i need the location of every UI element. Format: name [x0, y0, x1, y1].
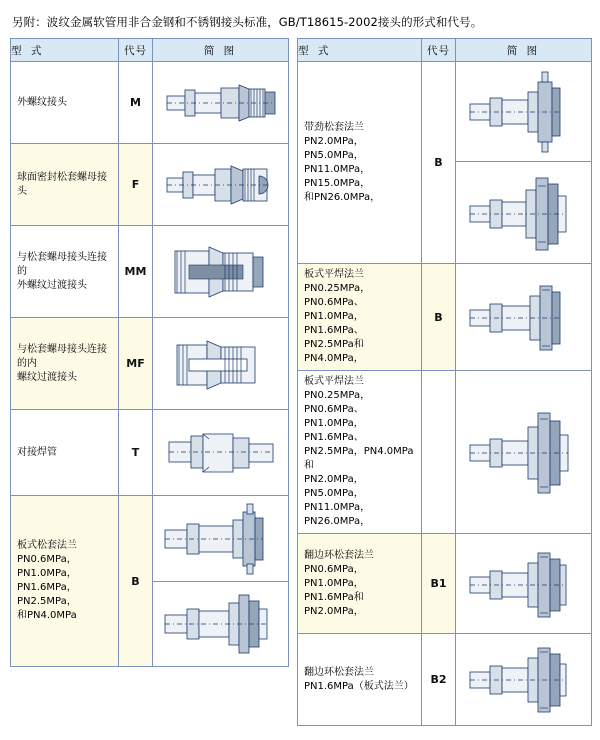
row-figure-cell: [153, 144, 289, 226]
table-row: [11, 496, 289, 667]
row-type-line-1: 螺纹过渡接头: [17, 371, 77, 383]
row-type-title: 翻边环松套法兰: [304, 666, 374, 678]
row-type-cell: [298, 634, 422, 726]
row-type-title: 板式平焊法兰: [304, 269, 364, 280]
row-figure-cell: [153, 496, 289, 667]
table-row: [298, 634, 592, 726]
row-type-cell: [11, 318, 119, 410]
row-type-cell: [11, 144, 119, 226]
plate-slip-on-flange-b-figure: [456, 397, 591, 507]
row-type-line-3: PN2.5MPa和PN4.0MPa，: [304, 339, 364, 364]
column-header-figure: 简 图: [153, 39, 289, 62]
left-table: [10, 38, 289, 667]
table-row: [298, 264, 592, 371]
row-type-cell: [11, 410, 119, 496]
plate-lap-joint-flange-figure-a: [153, 496, 288, 582]
left-table-body: [11, 62, 289, 667]
internal-thread-adapter-figure: [153, 329, 288, 399]
row-type-line-1: PN0.6MPa，PN1.0MPa，: [17, 554, 77, 579]
row-code-cell: MM: [119, 226, 153, 318]
row-code-cell: B1: [422, 534, 456, 634]
row-figure-cell: [456, 62, 592, 162]
row-type-line-2: PN1.0MPa，PN1.6MPa、: [304, 311, 364, 336]
flared-ring-lap-flange-figure: [456, 539, 591, 629]
row-figure-cell: [456, 534, 592, 634]
plate-slip-on-flange-a-figure: [456, 272, 591, 362]
row-type-title: 板式平焊法兰: [304, 376, 364, 387]
table-header-row: [298, 39, 592, 62]
row-type-line-1: PN0.6MPa，PN1.0MPa，: [304, 563, 364, 589]
male-thread-fitting-figure: [153, 72, 288, 134]
left-table-head: [11, 39, 289, 62]
row-type-line-1: PN0.25MPa，PN0.6MPa、: [304, 390, 371, 415]
spherical-seal-union-nut-fitting-figure: [153, 154, 288, 216]
row-type-cell: [298, 534, 422, 634]
row-code-cell: B: [119, 496, 153, 667]
table-row: [11, 410, 289, 496]
row-type-title: 板式松套法兰: [17, 540, 77, 551]
row-type-line-3: 和PN26.0MPa，: [304, 191, 381, 203]
row-type-line-3: 和PN4.0MPa: [17, 610, 77, 621]
external-thread-adapter-figure: [153, 237, 288, 307]
row-type-line-4: PN2.0MPa，PN5.0MPa，: [304, 474, 364, 499]
column-header-code: 代号: [119, 39, 153, 62]
row-code-cell: [422, 371, 456, 534]
table-row: [298, 62, 592, 162]
right-table-body: [298, 62, 592, 726]
table-row: [11, 144, 289, 226]
row-type-line-1: PN2.0MPa，PN5.0MPa，: [304, 135, 364, 161]
row-type-line-2: PN11.0MPa，PN15.0MPa，: [304, 163, 371, 189]
row-type-cell: [298, 62, 422, 264]
row-code-cell: B: [422, 62, 456, 264]
row-figure-cell: [456, 634, 592, 726]
row-code-cell: B: [422, 264, 456, 371]
row-type-line-5: PN11.0MPa，PN26.0MPa，: [304, 502, 371, 527]
row-type-title: 与松套螺母接头连接的: [17, 251, 107, 277]
row-figure-cell: [153, 226, 289, 318]
table-header-row: [11, 39, 289, 62]
row-type-line-3: PN2.5MPa，PN4.0MPa 和: [304, 446, 414, 471]
row-type-title: 球面密封松套螺母接头: [17, 171, 107, 197]
row-type-line-1: 外螺纹过渡接头: [17, 279, 87, 291]
table-row: [298, 534, 592, 634]
table-row: [11, 226, 289, 318]
row-type-title: 带劲松套法兰: [304, 121, 364, 133]
row-type-cell: [11, 226, 119, 318]
row-type-line-1: PN1.6MPa（板式法兰）: [304, 680, 414, 692]
row-type-cell: [298, 371, 422, 534]
row-code-cell: T: [119, 410, 153, 496]
table-row: [298, 371, 592, 534]
row-type-cell: [298, 264, 422, 371]
row-type-title: 与松套螺母接头连接的内: [17, 343, 107, 369]
row-type-line-1: PN0.25MPa，PN0.6MPa、: [304, 283, 371, 308]
row-type-title: 对接焊管: [17, 446, 57, 458]
row-figure-cell: [153, 62, 289, 144]
row-type-cell: [11, 496, 119, 667]
right-table: [297, 38, 592, 726]
row-type-title: 外螺纹接头: [17, 96, 67, 108]
column-header-type: 型 式: [11, 39, 119, 62]
column-header-figure: 简 图: [456, 39, 592, 62]
row-code-cell: B2: [422, 634, 456, 726]
row-type-line-2: PN1.6MPa，PN2.5MPa，: [17, 582, 77, 607]
butt-weld-pipe-figure: [153, 420, 288, 486]
row-type-line-2: PN1.6MPa和PN2.0MPa，: [304, 591, 364, 617]
page-title: 另附：波纹金属软管用非合金钢和不锈钢接头标准，GB/T18615-2002接头的形式和代号。: [12, 15, 483, 29]
row-code-cell: M: [119, 62, 153, 144]
row-code-cell: F: [119, 144, 153, 226]
right-table-head: [298, 39, 592, 62]
ribbed-lap-flange-a-figure: [456, 66, 591, 158]
plate-lap-joint-flange-figure-b: [153, 582, 288, 666]
row-type-title: 翻边环松套法兰: [304, 549, 374, 561]
row-code-cell: MF: [119, 318, 153, 410]
table-row: [11, 318, 289, 410]
row-type-cell: [11, 62, 119, 144]
row-figure-cell: [153, 410, 289, 496]
row-figure-cell: [456, 264, 592, 371]
column-header-code: 代号: [422, 39, 456, 62]
row-type-line-2: PN1.0MPa，PN1.6MPa、: [304, 418, 364, 443]
row-figure-cell: [153, 318, 289, 410]
table-row: [11, 62, 289, 144]
tables-container: [10, 38, 590, 726]
flared-ring-lap-flange-plate-figure: [456, 638, 591, 722]
row-figure-cell: [456, 162, 592, 264]
ribbed-lap-flange-b-figure: [456, 166, 591, 260]
row-figure-cell: [456, 371, 592, 534]
column-header-type: 型 式: [298, 39, 422, 62]
